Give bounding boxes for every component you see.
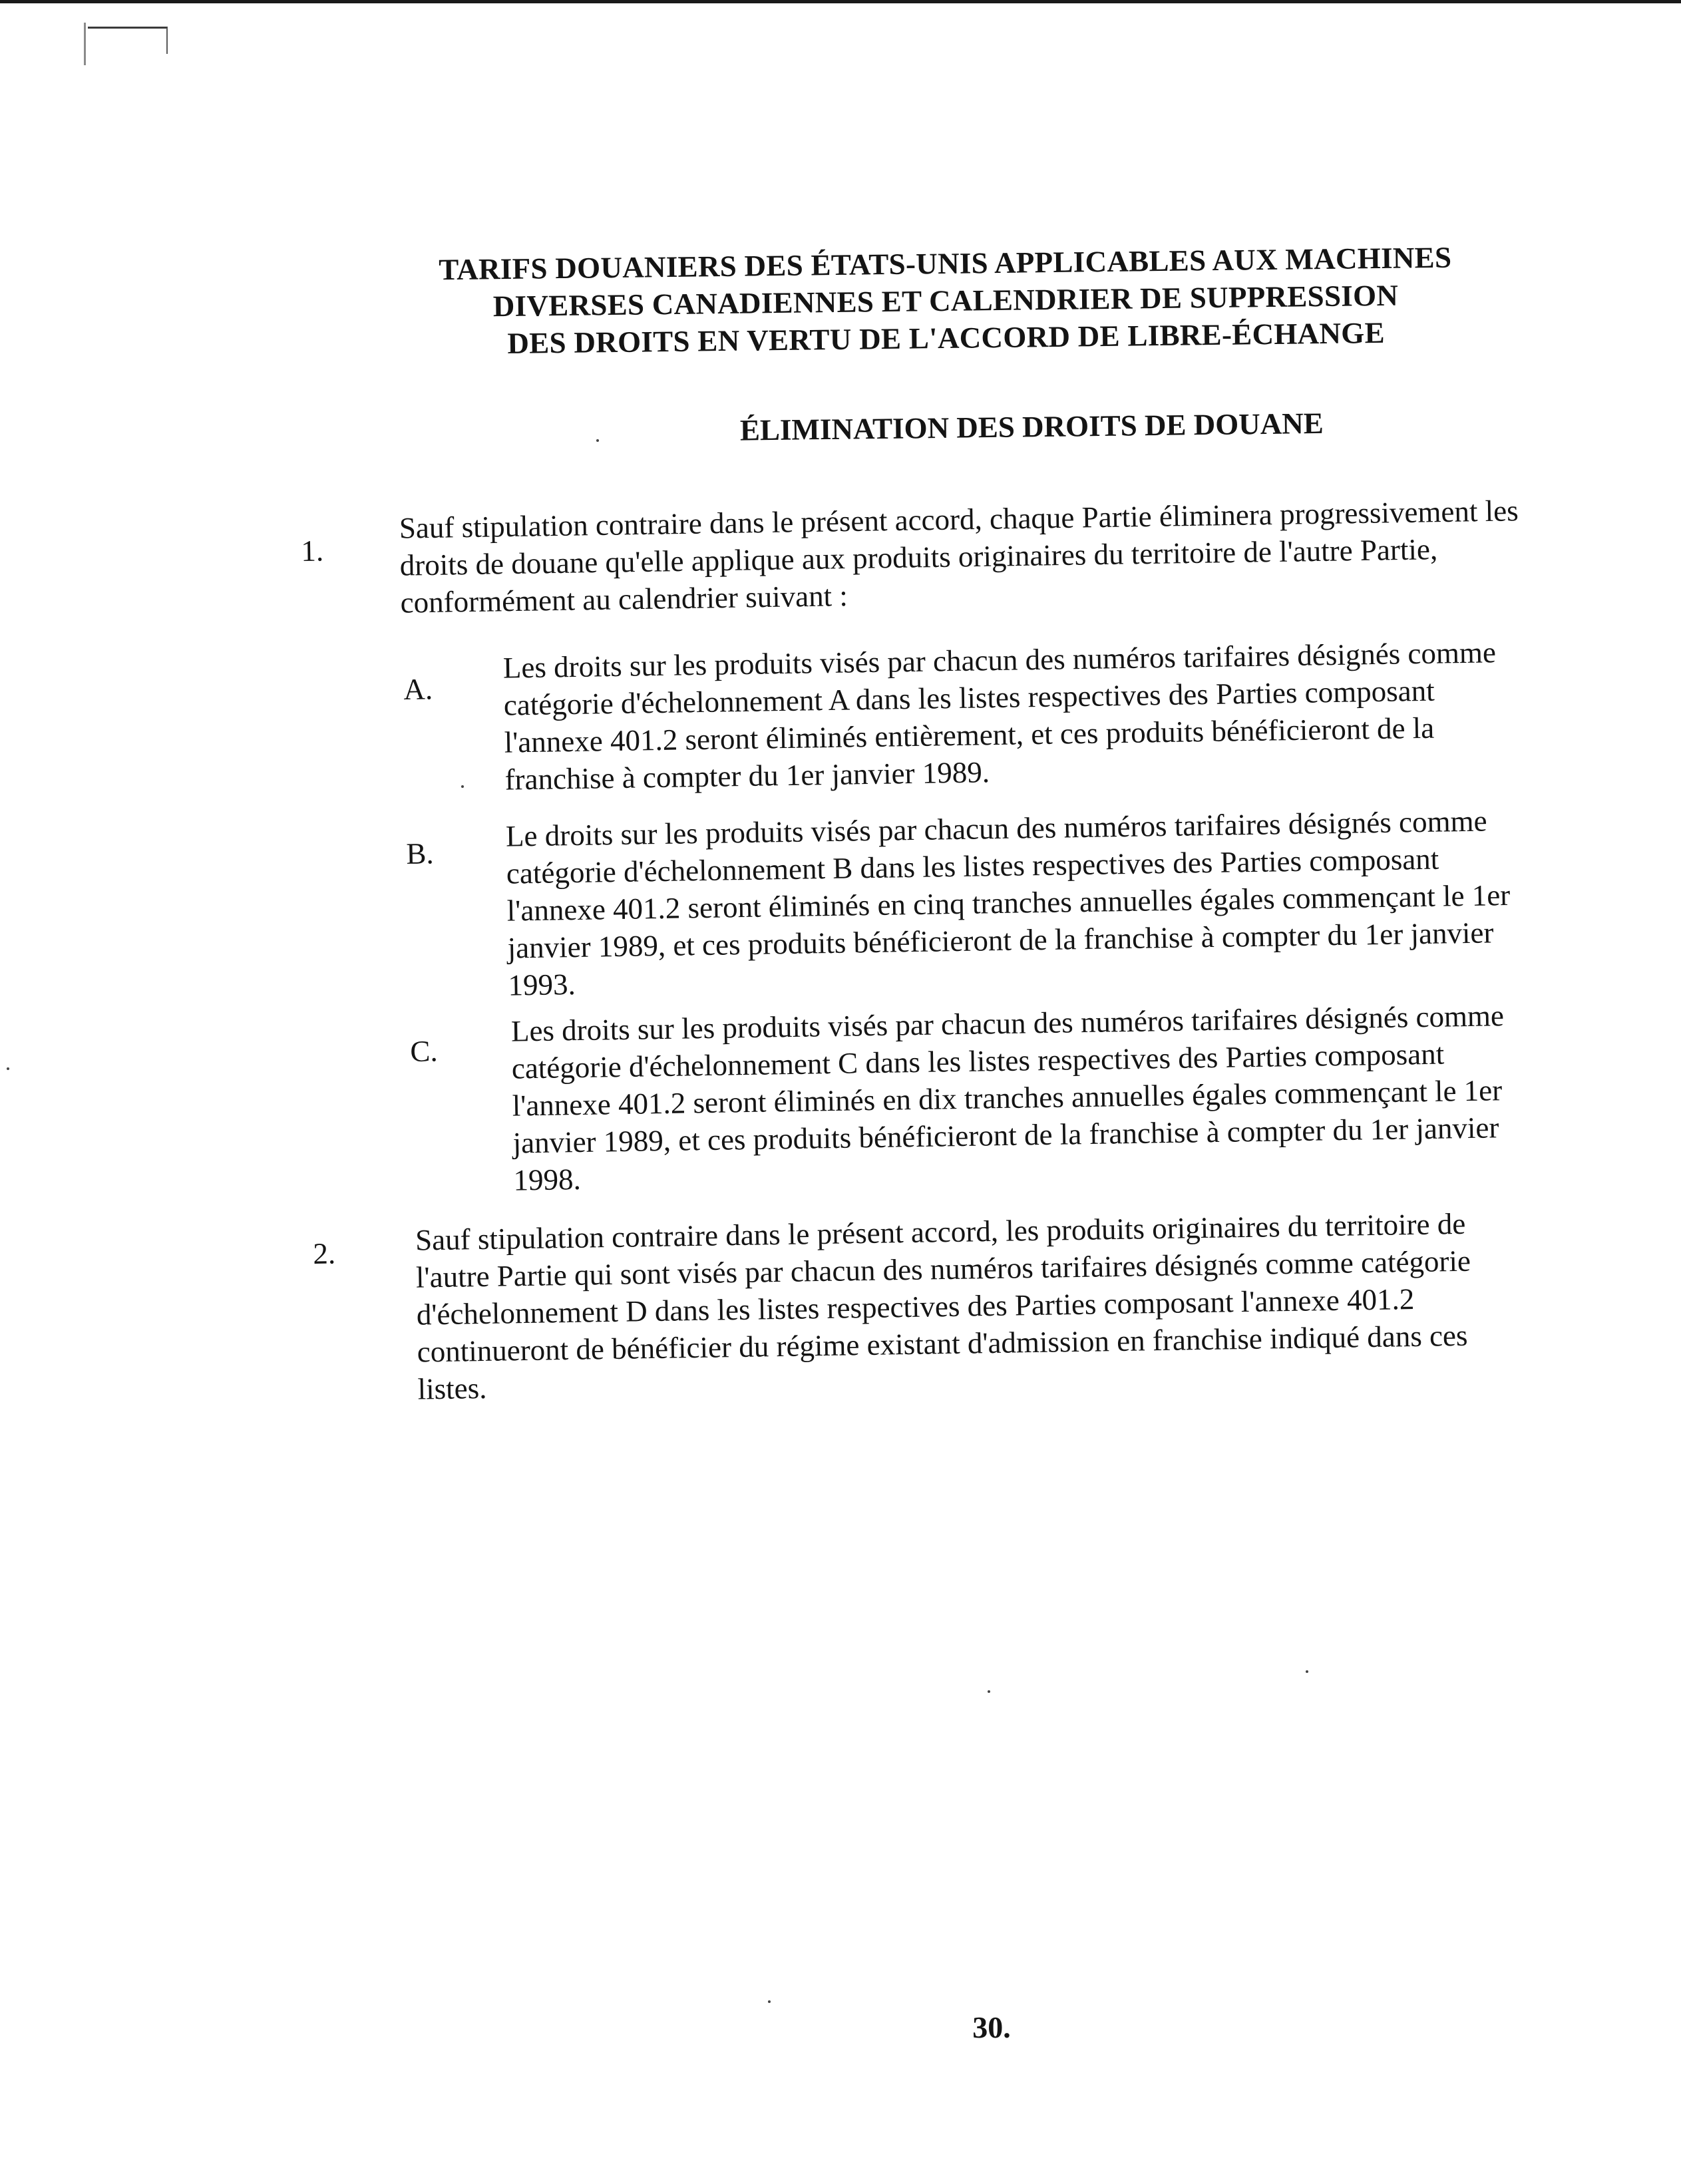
paragraph-text: Sauf stipulation contraire dans le présent accord, les produits originaires du territoire de l'autre Partie qui sont visés par chacun des numéros tarifaires désignés comme catégorie d'échelonnement D dans les listes respectives des Parties composant l'annexe 401.2 continueront de bénéficier du régime existant d'admission en franchise indiqué dans ces listes. (415, 1206, 1471, 1406)
paragraph-number: 2. (313, 1236, 336, 1270)
subparagraph-text: Les droits sur les produits visés par chacun des numéros tarifaires désignés comme catégorie d'échelonnement A dans les listes respectives des Parties composant l'annexe 401.2 seront éliminés entièrement, et ces produits bénéficieront de la franchise à compter du 1er janvier 1989. (502, 636, 1497, 797)
subparagraph-text: Le droits sur les produits visés par chacun des numéros tarifaires désignés comme catégorie d'échelonnement B dans les listes respectives des Parties composant l'annexe 401.2 seront éliminés en cinq tranches annuelles égales commençant le 1er janvier 1989, et ces produits bénéficieront de la franchise à compter du 1er janvier 1993. (505, 804, 1511, 1002)
title-line: DIVERSES CANADIENNES ET CALENDRIER DE SUPPRESSION (492, 278, 1399, 323)
scan-speck (988, 1690, 990, 1693)
scan-speck (461, 785, 464, 788)
scan-top-border (0, 0, 1681, 3)
paragraph-number: 1. (301, 534, 324, 568)
scan-speck (596, 439, 599, 442)
paragraph-1 (301, 494, 1618, 620)
subparagraph-a (403, 636, 1601, 797)
paragraph-2 (313, 1206, 1577, 1406)
title-line: DES DROITS EN VERTU DE L'ACCORD DE LIBRE-ÉCHANGE (507, 315, 1386, 361)
subparagraph-c (410, 999, 1608, 1197)
scan-speck (768, 2000, 771, 2003)
page-number: 30. (972, 2010, 1011, 2044)
subparagraph-letter: A. (403, 672, 433, 706)
scan-corner-mark (84, 23, 86, 65)
document-title (399, 238, 1492, 363)
paragraph-text: Sauf stipulation contraire dans le présent accord, chaque Partie éliminera progressivement les droits de douane qu'elle applique aux produits originaires du territoire de l'autre Partie, conformément au calendrier suivant : (399, 494, 1519, 620)
subparagraph-letter: C. (410, 1034, 439, 1068)
scan-corner-bracket (88, 27, 168, 54)
subparagraph-b (406, 804, 1604, 1002)
subparagraph-letter: B. (406, 836, 435, 870)
scan-speck (1306, 1670, 1308, 1673)
section-heading: ÉLIMINATION DES DROITS DE DOUANE (739, 406, 1324, 447)
subparagraph-text: Les droits sur les produits visés par chacun des numéros tarifaires désignés comme catégorie d'échelonnement C dans les listes respectives des Parties composant l'annexe 401.2 seront éliminés en dix tranches annuelles égales commençant le 1er janvier 1989, et ces produits bénéficieront de la franchise à compter du 1er janvier 1998. (510, 999, 1505, 1197)
title-line: TARIFS DOUANIERS DES ÉTATS-UNIS APPLICABLES AUX MACHINES (438, 240, 1452, 287)
scan-speck (7, 1067, 9, 1070)
